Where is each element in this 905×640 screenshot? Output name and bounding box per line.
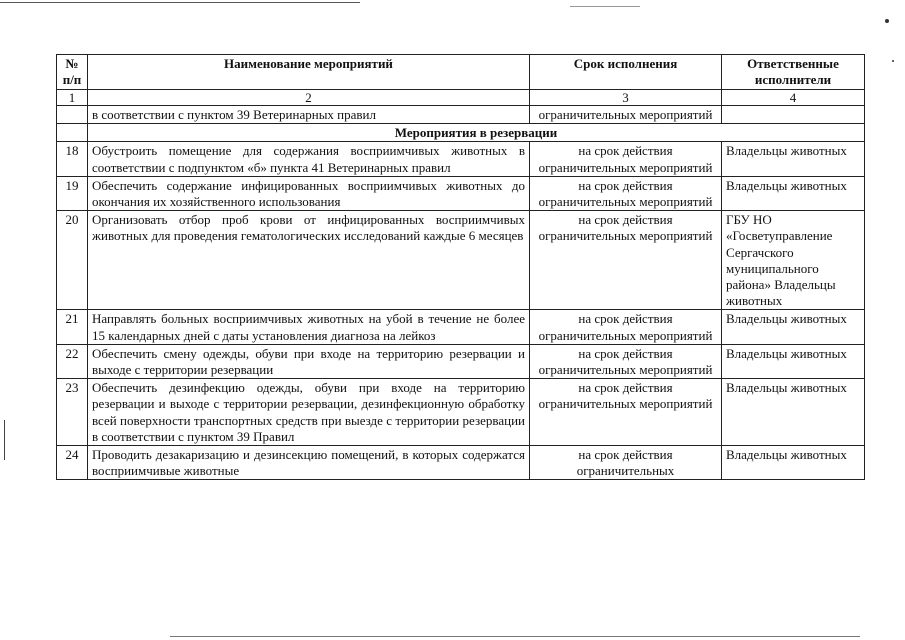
header-num: № п/п [57,55,88,90]
row-responsible [722,106,865,124]
column-index: 2 [88,90,530,106]
header-name: Наименование мероприятий [88,55,530,90]
table-row [57,446,865,480]
column-index: 4 [722,90,865,106]
table-row [57,211,865,310]
table-row [57,176,865,210]
row-num: 20 [57,211,88,310]
row-term: на срок действия ограничительных мероприятий [530,176,722,210]
row-responsible: Владельцы животных [722,310,865,344]
column-index: 1 [57,90,88,106]
header-term: Срок исполнения [530,55,722,90]
table-row [57,344,865,378]
row-term: на срок действия ограничительных мероприятий [530,344,722,378]
row-name: Организовать отбор проб крови от инфицированных восприимчивых животных для проведения гематологических исследований каждые 6 месяцев [88,211,530,310]
scan-dot [892,60,894,62]
row-name: в соответствии с пунктом 39 Ветеринарных правил [88,106,530,124]
row-term: на срок действия ограничительных мероприятий [530,142,722,176]
row-responsible: Владельцы животных [722,379,865,446]
column-index-row [57,90,865,106]
row-num: 22 [57,344,88,378]
measures-table [56,54,865,480]
column-index: 3 [530,90,722,106]
row-responsible: Владельцы животных [722,344,865,378]
header-responsible: Ответственные исполнители [722,55,865,90]
row-num: 19 [57,176,88,210]
row-name: Направлять больных восприимчивых животных на убой в течение не более 15 календарных дней с даты установления диагноза на лейкоз [88,310,530,344]
row-term: на срок действия ограничительных мероприятий [530,211,722,310]
row-term: на срок действия ограничительных мероприятий [530,379,722,446]
row-term: на срок действия ограничительных мероприятий [530,310,722,344]
table-row [57,142,865,176]
row-name: Обеспечить смену одежды, обуви при входе на территорию резервации и выходе с территории резервации [88,344,530,378]
section-row [57,124,865,142]
row-responsible: Владельцы животных [722,142,865,176]
scan-line-top [0,2,360,3]
row-responsible: ГБУ НО «Госветуправление Сергачского муниципального района» Владельцы животных [722,211,865,310]
row-num: 24 [57,446,88,480]
table-row [57,310,865,344]
section-title: Мероприятия в резервации [88,124,865,142]
scan-line-top-right [570,6,640,7]
row-num: 21 [57,310,88,344]
row-name: Обеспечить дезинфекцию одежды, обуви при входе на территорию резервации и выходе с территории резервации, дезинфекционную обработку всей поверхности транспортных средств при выезде с территории резервации в соответствии с пунктом 39 Правил [88,379,530,446]
row-num [57,106,88,124]
binding-mark [4,420,5,460]
row-term: на срок действия ограничительных [530,446,722,480]
scan-dot [885,19,889,23]
row-num: 23 [57,379,88,446]
continuation-row [57,106,865,124]
row-num: 18 [57,142,88,176]
row-name: Обустроить помещение для содержания восприимчивых животных в соответствии с подпунктом «б» пункта 41 Ветеринарных правил [88,142,530,176]
table-row [57,379,865,446]
row-term: ограничительных мероприятий [530,106,722,124]
row-name: Проводить дезакаризацию и дезинсекцию помещений, в которых содержатся восприимчивые животные [88,446,530,480]
scan-line-bottom [170,636,860,637]
row-responsible: Владельцы животных [722,176,865,210]
header-row [57,55,865,90]
section-spacer [57,124,88,142]
row-name: Обеспечить содержание инфицированных восприимчивых животных до окончания их хозяйственного использования [88,176,530,210]
row-responsible: Владельцы животных [722,446,865,480]
